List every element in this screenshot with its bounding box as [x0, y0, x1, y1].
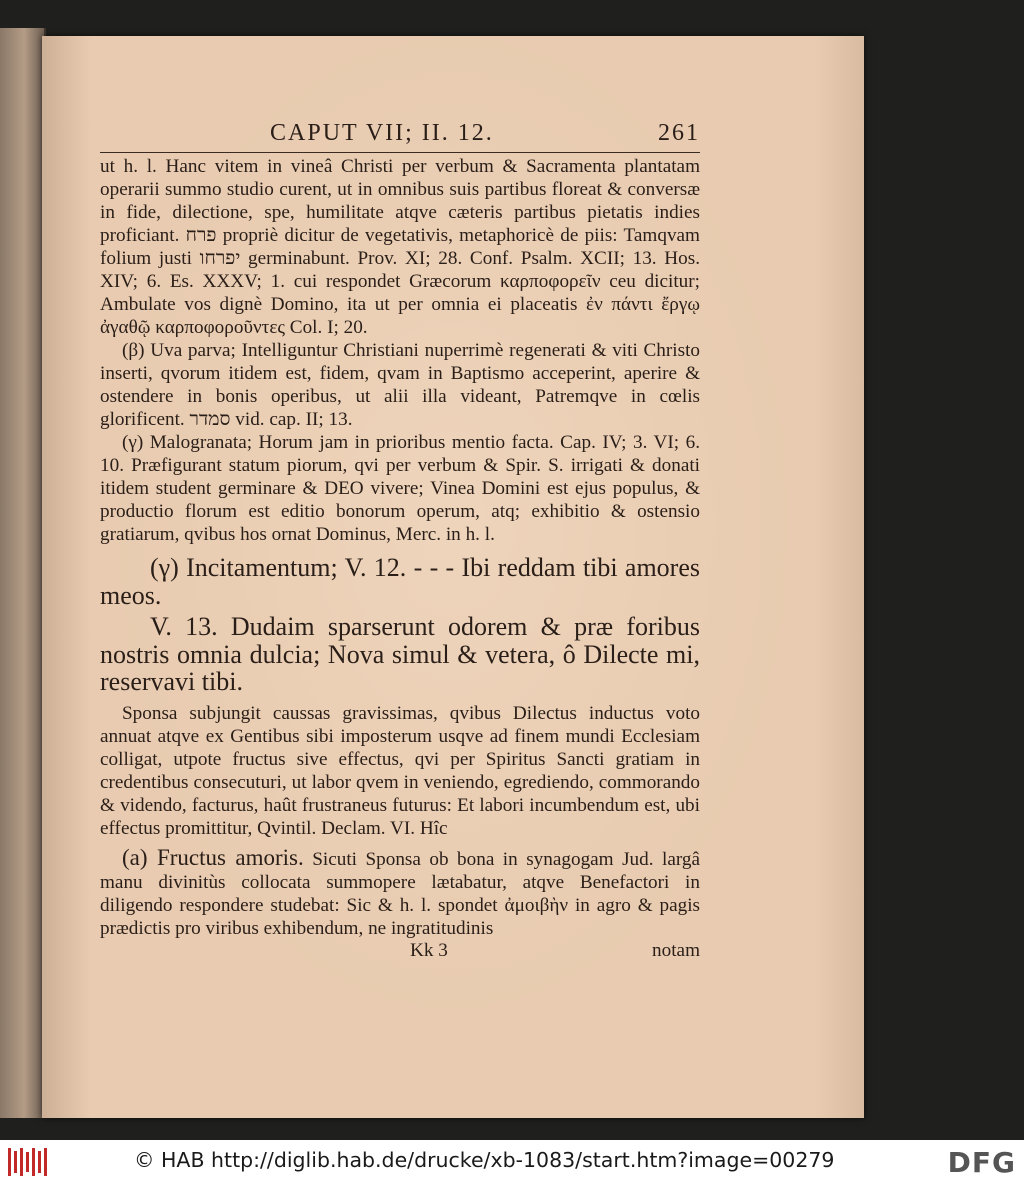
paragraph-1: ut h. l. Hanc vitem in vineâ Christi per verbum & Sacramenta plantatam operarii summo studio curent, ut in omnibus suis partibus floreat & conversæ in fide, dilectione, spe, humilitate atqve cæteris partibus pietatis indies proficiant. פרח propriè dicitur de vegetativis, metaphoricè de piis: Tamqvam folium justi יפרחו germinabunt. Prov. XI; 28. Conf. Psalm. XCII; 13. Hos. XIV; 6. Es. XXXV; 1. cui respondet Græcorum καρποφορεῖν ceu dicitur; Ambulate vos dignè Domino, ita ut per omnia ei placeatis ἐν πάντι ἔργῳ ἀγαθῷ καρποφοροῦντες Col. I; 20. [100, 156, 701, 338]
paragraph-4: Sponsa subjungit caussas gravissimas, qvibus Dilectus inductus voto annuat atqve ex Gentibus sibi imposterum usqve ad finem mundi Ecclesiam colligat, utpote fructus sive effectus, qvi per Spiritus Sancti gratiam in credentibus consecuturi, ut labor qvem in veniendo, egrediendo, commorando & videndo, facturus, haût frustraneus futurus: Et labori incumbendum est, ubi effectus promittitur, Qvintil. Declam. VI. Hîc [100, 702, 700, 839]
page-number: 261 [658, 120, 700, 146]
fructus-amoris-heading: (a) Fructus amoris. [122, 844, 304, 870]
previous-page-edge [0, 28, 46, 1118]
page-text [100, 118, 700, 964]
paragraph-5 [100, 846, 700, 940]
verse-13: V. 13. Dudaim sparserunt odorem & præ foribus nostris omnia dulcia; Nova simul & vetera, ô Dilecte mi, reservavi tibi. [100, 612, 700, 697]
hab-logo-icon [6, 1148, 50, 1176]
chapter-title: CAPUT VII; II. 12. [270, 120, 494, 146]
catchline [100, 940, 700, 964]
paragraph-2: (β) Uva parva; Intelliguntur Christiani nuperrimè regenerati & viti Christo inserti, qvorum itidem est, fidem, qvam in Baptismo acceperint, aperire & ostendere in bonis operibus, ut alii illa videant, Patremqve in cœlis glorificent. סמדר vid. cap. II; 13. [100, 340, 700, 430]
catchword: notam [652, 939, 700, 961]
footer-bar [0, 1140, 1024, 1182]
paragraph-5-text: Sicuti Sponsa ob bona in synagogam Jud. largâ manu divinitùs collocata summopere lætabatur, atqve Benefactori in diligendo respondere studebat: Sic & h. l. spondet ἀμοιβὴν in agro & pagis prædictis pro viribus exhibendum, ne ingratitudinis [100, 848, 700, 939]
book-page [42, 36, 864, 1118]
signature-mark: Kk 3 [410, 939, 448, 961]
running-head [100, 118, 700, 153]
paragraph-3: (γ) Malogranata; Horum jam in prioribus mentio facta. Cap. IV; 3. VI; 6. 10. Præfigurant statum piorum, qvi per verbum & Spir. S. irrigati & donati itidem student germinare & DEO vivere; Vinea Domini est ejus populus, & productio florum est editio bonorum operum, atq; exhibitio & ostensio gratiarum, qvibus hos ornat Dominus, Merc. in h. l. [100, 432, 700, 545]
copyright-link[interactable]: © HAB http://diglib.hab.de/drucke/xb-1083/start.htm?image=00279 [134, 1148, 835, 1172]
heading-incitamentum: (γ) Incitamentum; V. 12. - - - Ibi reddam tibi amores meos. [100, 553, 700, 610]
dfg-logo: DFG [947, 1146, 1016, 1179]
